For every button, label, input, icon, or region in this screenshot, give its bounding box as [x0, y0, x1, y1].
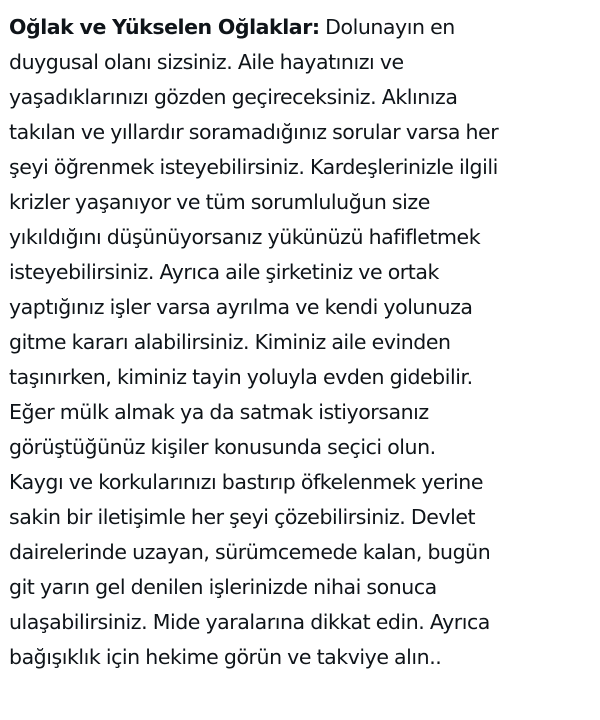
post-line: ulaşabilirsiniz. Mide yaralarına dikkat edin. Ayrıca [9, 610, 490, 634]
post-line: isteyebilirsiniz. Ayrıca aile şirketiniz ve ortak [9, 260, 439, 284]
post-line: Eğer mülk almak ya da satmak istiyorsanız [9, 400, 429, 424]
post-line: yaşadıklarınızı gözden geçireceksiniz. Aklınıza [9, 85, 458, 109]
post-line-text: Dolunayın en [319, 15, 455, 39]
post-line: duygusal olanı sizsiniz. Aile hayatınızı ve [9, 50, 404, 74]
post-line: krizler yaşanıyor ve tüm sorumluluğun size [9, 190, 430, 214]
post-line: yaptığınız işler varsa ayrılma ve kendi yolunuza [9, 295, 473, 319]
post-line: şeyi öğrenmek isteyebilirsiniz. Kardeşlerinizle ilgili [9, 155, 498, 179]
post-line: görüştüğünüz kişiler konusunda seçici olun. [9, 435, 436, 459]
post-line: takılan ve yıllardır soramadığınız sorular varsa her [9, 120, 499, 144]
post-line: sakin bir iletişimle her şeyi çözebilirsiniz. Devlet [9, 505, 476, 529]
post-line: git yarın gel denilen işlerinizde nihai sonuca [9, 575, 437, 599]
post-line [9, 10, 594, 45]
post-line: bağışıklık için hekime görün ve takviye alın.. [9, 645, 442, 669]
post-line: gitme kararı alabilirsiniz. Kiminiz aile evinden [9, 330, 451, 354]
post-text [9, 10, 594, 675]
post-line: taşınırken, kiminiz tayin yoluyla evden gidebilir. [9, 365, 473, 389]
post-line: Kaygı ve korkularınızı bastırıp öfkelenmek yerine [9, 470, 483, 494]
post-heading: Oğlak ve Yükselen Oğlaklar: [9, 15, 320, 39]
post-line: yıkıldığını düşünüyorsanız yükünüzü hafifletmek [9, 225, 481, 249]
post-line: dairelerinde uzayan, sürümcemede kalan, bugün [9, 540, 491, 564]
